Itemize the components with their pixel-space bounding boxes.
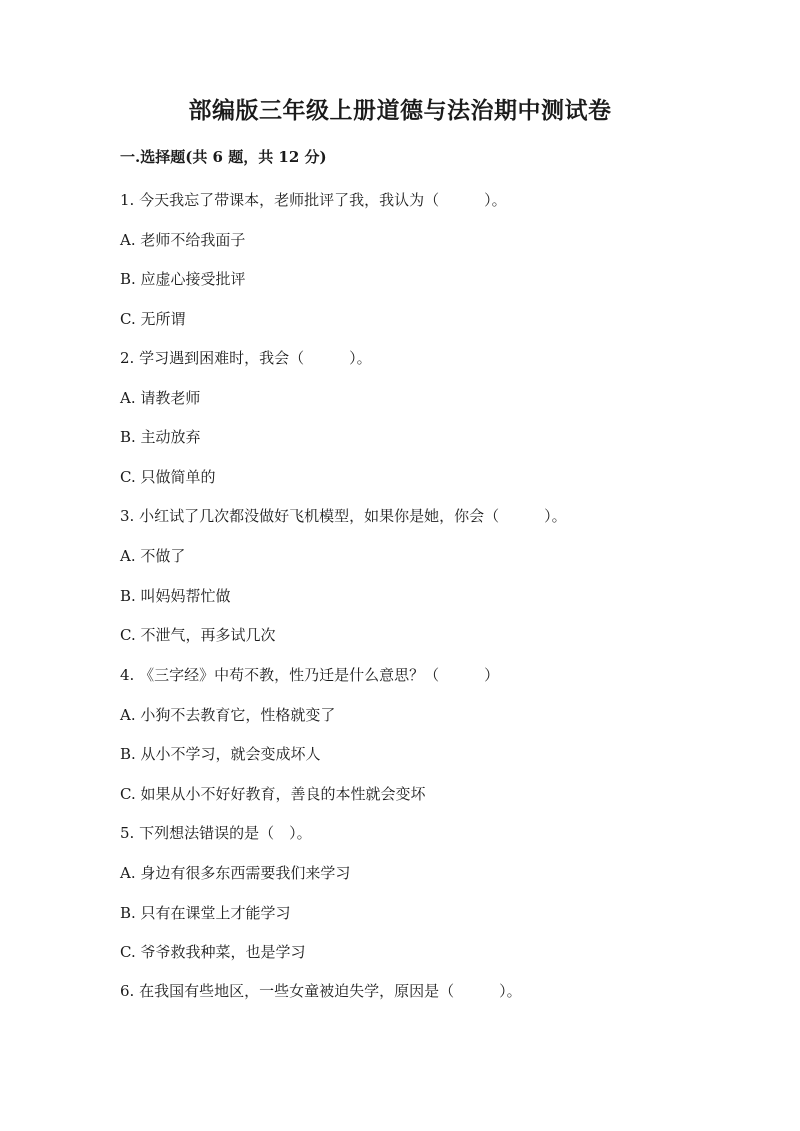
question-2-option-b: B. 主动放弃 <box>120 428 201 446</box>
question-6-stem: 6. 在我国有些地区，一些女童被迫失学，原因是（ ）。 <box>120 982 522 1000</box>
question-4-stem: 4. 《三字经》中苟不教，性乃迁是什么意思？（ ） <box>120 666 500 684</box>
question-1-option-a: A. 老师不给我面子 <box>120 231 246 249</box>
question-4-option-b: B. 从小不学习，就会变成坏人 <box>120 745 321 763</box>
question-5-option-a: A. 身边有很多东西需要我们来学习 <box>120 864 351 882</box>
question-3-stem: 3. 小红试了几次都没做好飞机模型，如果你是她，你会（ ）。 <box>120 507 567 525</box>
question-5-stem: 5. 下列想法错误的是（ ）。 <box>120 824 312 842</box>
question-4-option-c: C. 如果从小不好好教育，善良的本性就会变坏 <box>120 785 426 803</box>
page-title: 部编版三年级上册道德与法治期中测试卷 <box>188 97 612 124</box>
section-heading: 一.选择题(共 6 题，共 12 分) <box>120 148 327 166</box>
question-1-option-c: C. 无所谓 <box>120 310 186 328</box>
question-3-option-c: C. 不泄气，再多试几次 <box>120 626 276 644</box>
question-2-option-a: A. 请教老师 <box>120 389 201 407</box>
question-2-stem: 2. 学习遇到困难时，我会（ ）。 <box>120 349 372 367</box>
question-3-option-a: A. 不做了 <box>120 547 186 565</box>
question-5-option-c: C. 爷爷救我种菜，也是学习 <box>120 943 306 961</box>
question-2-option-c: C. 只做简单的 <box>120 468 216 486</box>
question-4-option-a: A. 小狗不去教育它，性格就变了 <box>120 706 336 724</box>
question-1-option-b: B. 应虚心接受批评 <box>120 270 246 288</box>
question-3-option-b: B. 叫妈妈帮忙做 <box>120 587 231 605</box>
question-1-stem: 1. 今天我忘了带课本，老师批评了我，我认为（ ）。 <box>120 191 507 209</box>
question-5-option-b: B. 只有在课堂上才能学习 <box>120 904 291 922</box>
